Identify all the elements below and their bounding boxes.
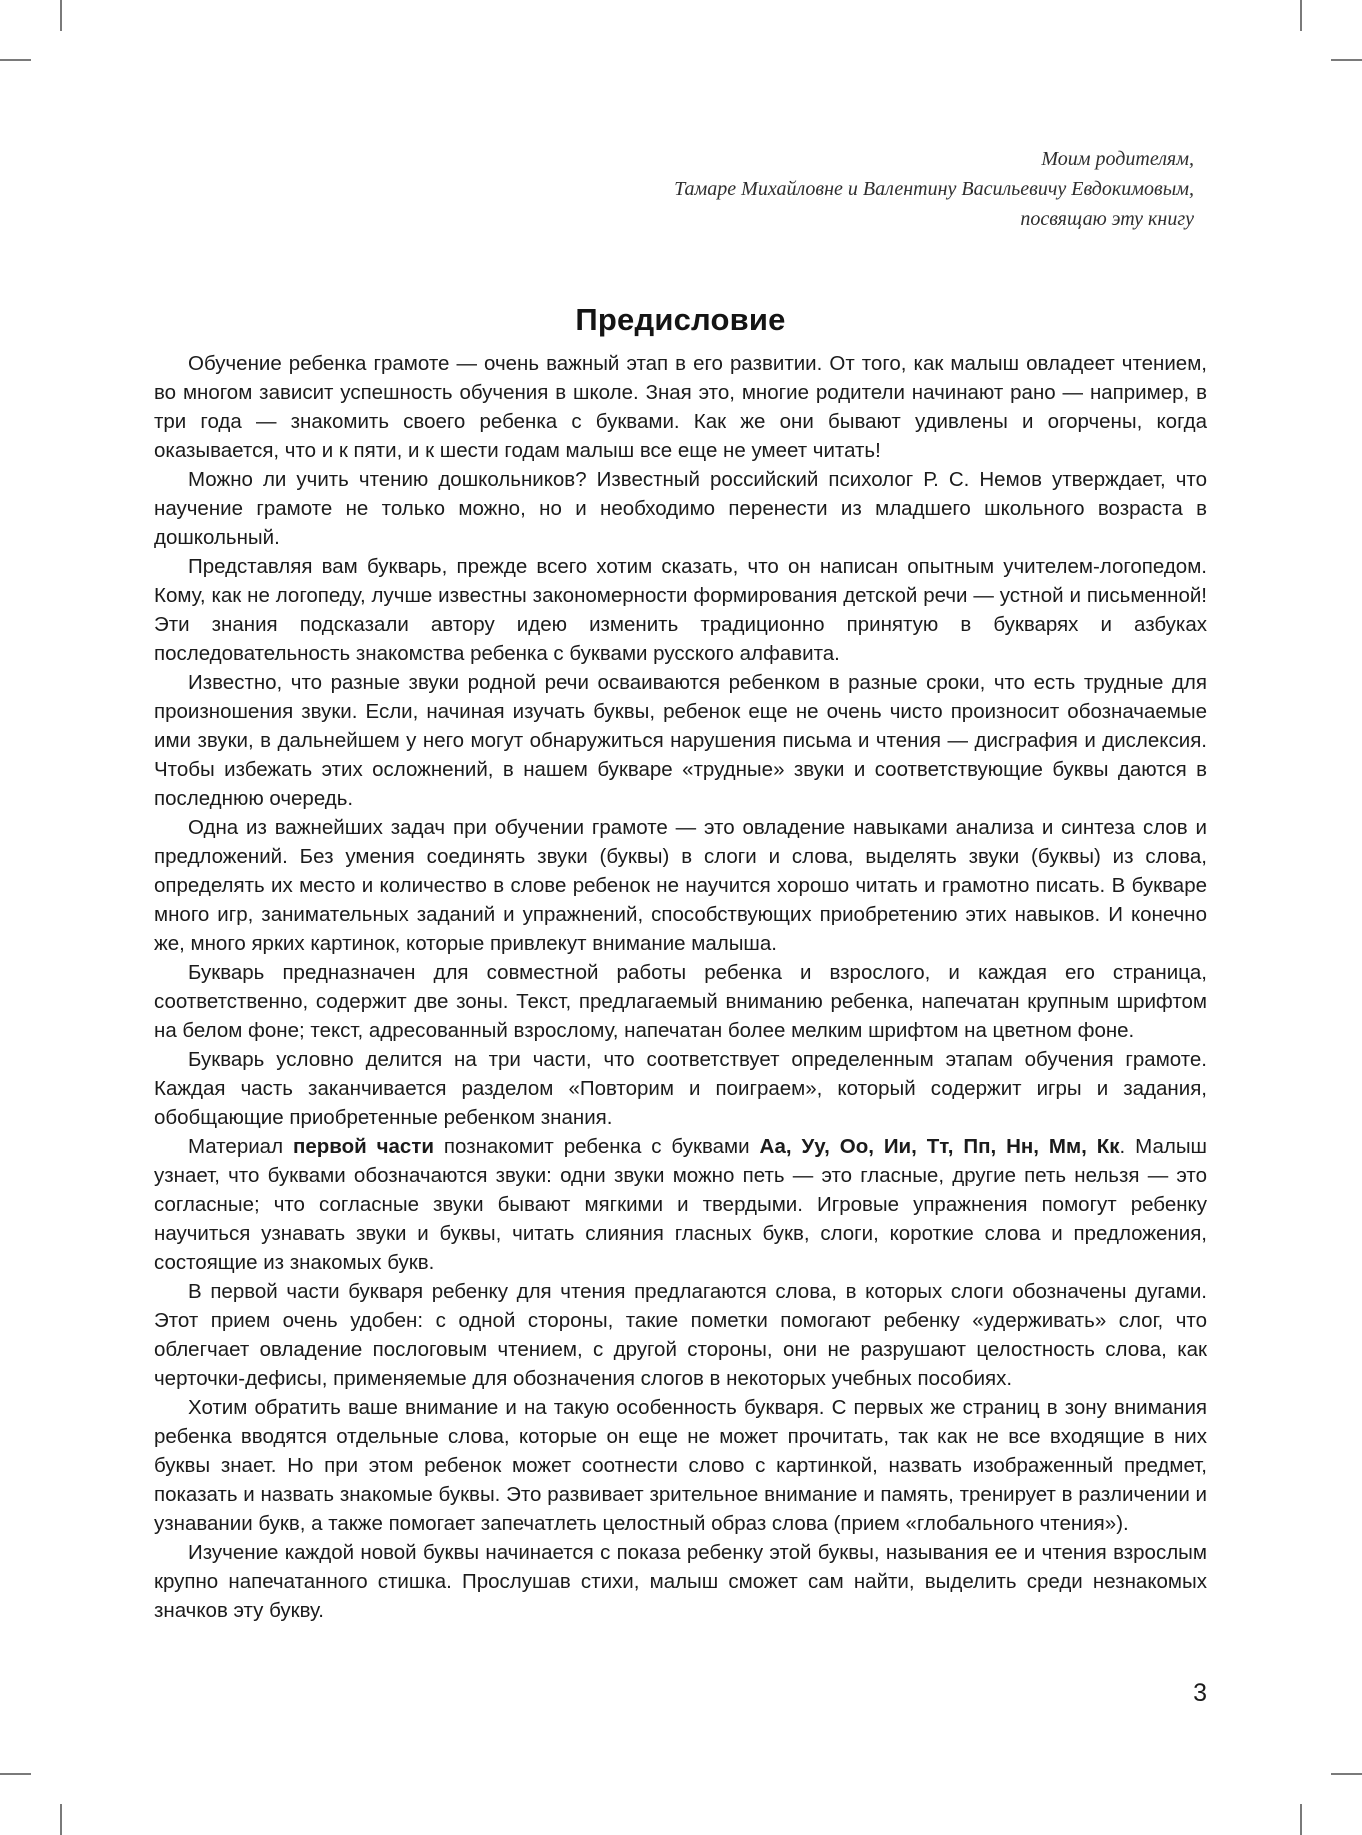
paragraph <box>154 958 1207 1045</box>
paragraph <box>154 1045 1207 1132</box>
text: В первой части букваря ребенку для чтения предлагаются слова, в которых слоги обозначены дугами. Этот прием очень удобен: с одной стороны, такие пометки помогают ребенку «удерживать» слог, что облегчает овладение послоговым чтением, с другой стороны, они не разрушают целостность слова, как черточки-дефисы, применяемые для обозначения слогов в некоторых учебных пособиях. <box>154 1280 1207 1390</box>
dedication-line: Моим родителям, <box>1041 148 1194 170</box>
dedication <box>154 144 1194 234</box>
bold-text: первой части <box>292 1135 434 1158</box>
text: Букварь условно делится на три части, что соответствует определенным этапам обучения грамоте. Каждая часть заканчивается разделом «Повторим и поиграем», который содержит игры и задания, обобщающие приобретенные ребенком знания. <box>154 1048 1207 1129</box>
dedication-line: Тамаре Михайловне и Валентину Васильевичу Евдокимовым, <box>674 178 1194 200</box>
crop-mark-bottom-right-vertical <box>1300 1804 1302 1835</box>
paragraph <box>154 552 1207 668</box>
paragraph <box>154 1538 1207 1625</box>
paragraph <box>154 349 1207 465</box>
preface-paragraphs <box>154 349 1207 1625</box>
text: Можно ли учить чтению дошкольников? Известный российский психолог Р. С. Немов утверждает, что научение грамоте не только можно, но и необходимо перенести из младшего школьного возраста в дошкольный. <box>154 468 1207 549</box>
text: Представляя вам букварь, прежде всего хотим сказать, что он написан опытным учителем-логопедом. Кому, как не логопеду, лучше известны закономерности формирования детской речи — устной и письменной! Эти знания подсказали автору идею изменить традиционно принятую в букварях и азбуках последовательность знакомства ребенка с буквами русского алфавита. <box>154 555 1207 665</box>
crop-mark-top-right-horizontal <box>1331 59 1362 61</box>
paragraph <box>154 1132 1207 1277</box>
crop-mark-top-left-horizontal <box>0 59 31 61</box>
text: Известно, что разные звуки родной речи осваиваются ребенком в разные сроки, что есть трудные для произношения звуки. Если, начиная изучать буквы, ребенок еще не очень чисто произносит обозначаемые ими звуки, в дальнейшем у него могут обнаружиться нарушения письма и чтения — дисграфия и дислексия. Чтобы избежать этих осложнений, в нашем букваре «трудные» звуки и соответствующие буквы даются в последнюю очередь. <box>154 671 1207 810</box>
text: познакомит ребенка с буквами <box>433 1135 760 1158</box>
crop-mark-top-right-vertical <box>1300 0 1302 31</box>
text: Хотим обратить ваше внимание и на такую особенность букваря. С первых же страниц в зону внимания ребенка вводятся отдельные слова, которые он еще не может прочитать, так как не все входящие в них буквы знает. Но при этом ребенок может соотнести слово с картинкой, назвать изображенный предмет, показать и назвать знакомые буквы. Это развивает зрительное внимание и память, тренирует в различении и узнавании букв, а также помогает запечатлеть целостный образ слова (прием «глобального чтения»). <box>154 1396 1207 1535</box>
text: Букварь предназначен для совместной работы ребенка и взрослого, и каждая его страница, соответственно, содержит две зоны. Текст, предлагаемый вниманию ребенка, напечатан крупным шрифтом на белом фоне; текст, адресованный взрослому, напечатан более мелким шрифтом на цветном фоне. <box>154 961 1207 1042</box>
paragraph <box>154 1277 1207 1393</box>
paragraph <box>154 1393 1207 1538</box>
crop-mark-bottom-left-vertical <box>60 1804 62 1835</box>
dedication-line: посвящаю эту книгу <box>1020 208 1194 230</box>
paragraph <box>154 813 1207 958</box>
page-number: 3 <box>1193 1679 1207 1707</box>
paragraph <box>154 465 1207 552</box>
crop-mark-top-left-vertical <box>60 0 62 31</box>
bold-text: Аа, Уу, Оо, Ии, Тт, Пп, Нн, Мм, Кк <box>759 1135 1120 1158</box>
text: Одна из важнейших задач при обучении грамоте — это овладение навыками анализа и синтеза слов и предложений. Без умения соединять звуки (буквы) в слоги и слова, выделять звуки (буквы) из слова, определять их место и количество в слове ребенок не научится хорошо читать и грамотно писать. В букваре много игр, занимательных заданий и упражнений, способствующих приобретению этих навыков. И конечно же, много ярких картинок, которые привлекут внимание малыша. <box>154 816 1207 955</box>
text: Изучение каждой новой буквы начинается с показа ребенку этой буквы, называния ее и чтения взрослым крупно напечатанного стишка. Прослушав стихи, малыш сможет сам найти, выделить среди незнакомых значков эту букву. <box>154 1541 1207 1622</box>
text: Обучение ребенка грамоте — очень важный этап в его развитии. От того, как малыш овладеет чтением, во многом зависит успешность обучения в школе. Зная это, многие родители начинают рано — например, в три года — знакомить своего ребенка с буквами. Как же они бывают удивлены и огорчены, когда оказывается, что и к пяти, и к шести годам малыш все еще не умеет читать! <box>154 352 1207 462</box>
crop-mark-bottom-left-horizontal <box>0 1773 31 1775</box>
text: Материал <box>188 1135 293 1158</box>
crop-mark-bottom-right-horizontal <box>1331 1773 1362 1775</box>
paragraph <box>154 668 1207 813</box>
text: . Малыш узнает, что буквами обозначаются звуки: одни звуки можно петь — это гласные, другие петь нельзя — это согласные; что согласные звуки бывают мягкими и твердыми. Игровые упражнения помогут ребенку научиться узнавать звуки и буквы, читать слияния гласных букв, слоги, короткие слова и предложения, состоящие из знакомых букв. <box>154 1135 1208 1274</box>
page-title: Предисловие <box>575 301 786 337</box>
